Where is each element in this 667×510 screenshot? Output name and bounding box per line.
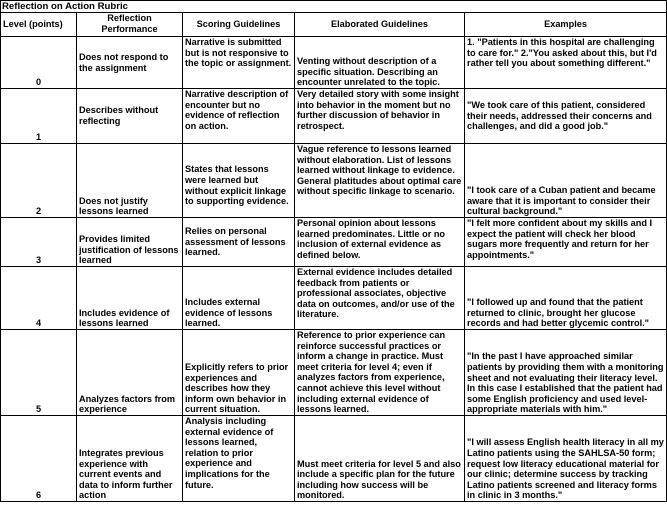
title-row [1,1,667,13]
row-scoring: Narrative description of encounter but no evidence of reflection on action. [183,89,295,144]
row-scoring: Narrative is submitted but is not responsive to the topic or assignment. [183,37,295,89]
row-example: 1. "Patients in this hospital are challenging to care for." 2."You asked about this, but I'd rather tell you about something different." [465,37,667,89]
row-level: 4 [1,267,77,330]
row-elaborated: Vague reference to lessons learned without elaboration. List of lessons learned without linkage to evidence. General platitudes about optimal care without specific linkage to scenario. [295,144,465,218]
row-performance: Describes without reflecting [77,89,183,144]
row-elaborated: Personal opinion about lessons learned predominates. Little or no inclusion of external evidence as defined below. [295,218,465,267]
table-row [1,416,667,502]
row-level: 6 [1,416,77,502]
row-performance: Includes evidence of lessons learned [77,267,183,330]
row-level: 0 [1,37,77,89]
row-example: "I felt more confident about my skills and I expect the patient will check her blood sugars more frequently and return for her appointments." [465,218,667,267]
row-level: 1 [1,89,77,144]
row-performance: Does not respond to the assignment [77,37,183,89]
row-performance: Analyzes factors from experience [77,330,183,416]
row-scoring: States that lessons were learned but without explicit linkage to supporting evidence. [183,144,295,218]
row-elaborated: Venting without description of a specific situation. Describing an encounter unrelated to the topic. [295,37,465,89]
row-example: "We took care of this patient, considered their needs, addressed their concerns and challenges, and did a good job." [465,89,667,144]
table-title: Reflection on Action Rubric [1,1,667,13]
row-performance: Provides limited justification of lessons learned [77,218,183,267]
table-row [1,330,667,416]
header-examples: Examples [465,13,667,37]
row-elaborated: Very detailed story with some insight into behavior in the moment but no further discussion of behavior in retrospect. [295,89,465,144]
row-scoring: Relies on personal assessment of lessons learned. [183,218,295,267]
table-row [1,89,667,144]
row-example: "I followed up and found that the patient returned to clinic, brought her glucose records and had better glycemic control." [465,267,667,330]
header-scoring: Scoring Guidelines [183,13,295,37]
table-row [1,37,667,89]
row-example: "In the past I have approached similar patients by providing them with a monitoring sheet and not evaluating their literacy level. In this case I established that the patient had some English proficiency and used level-appropriate materials with him." [465,330,667,416]
header-level: Level (points) [1,13,77,37]
row-scoring: Includes external evidence of lessons learned. [183,267,295,330]
row-level: 3 [1,218,77,267]
row-scoring: Analysis including external evidence of lessons learned, relation to prior experience and implications for the future. [183,416,295,502]
row-performance: Integrates previous experience with current events and data to inform further action [77,416,183,502]
header-row [1,13,667,37]
row-elaborated: External evidence includes detailed feedback from patients or professional associates, objective data on outcomes, and/or use of the literature. [295,267,465,330]
row-elaborated: Reference to prior experience can reinforce successful practices or inform a change in practice. Must meet criteria for level 4; even if analyzes factors from experience, cannot achieve this level without including external evidence of lessons learned. [295,330,465,416]
table-row [1,218,667,267]
table-row [1,267,667,330]
header-performance: Reflection Performance [77,13,183,37]
row-example: "I will assess English health literacy in all my Latino patients using the SAHLSA-50 form; request low literacy educational material for our clinic; determine success by tracking Latino patients screened and literacy forms in clinic in 3 months." [465,416,667,502]
row-level: 2 [1,144,77,218]
row-example: "I took care of a Cuban patient and became aware that it is important to consider their cultural background." [465,144,667,218]
row-elaborated: Must meet criteria for level 5 and also include a specific plan for the future including how success will be monitored. [295,416,465,502]
header-elaborated: Elaborated Guidelines [295,13,465,37]
row-scoring: Explicitly refers to prior experiences and describes how they inform own behavior in current situation. [183,330,295,416]
row-level: 5 [1,330,77,416]
row-performance: Does not justify lessons learned [77,144,183,218]
table-row [1,144,667,218]
